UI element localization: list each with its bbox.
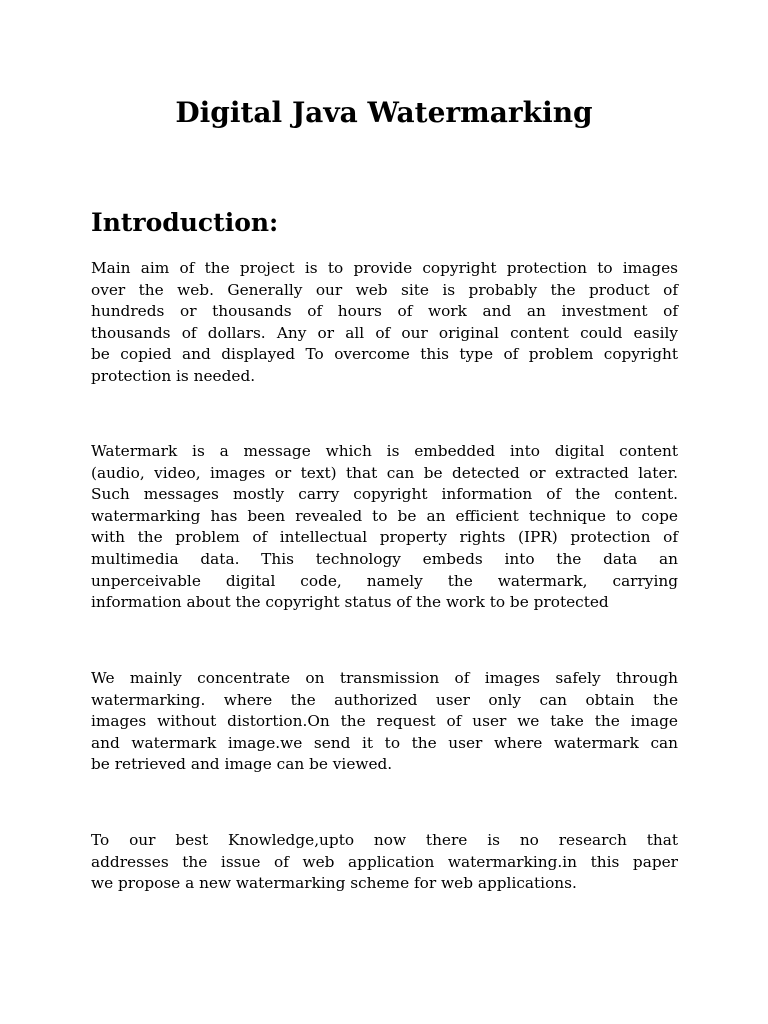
paragraph-line: protection is needed. xyxy=(91,366,256,385)
paragraph-line: over the web. Generally our web site is probably the product of xyxy=(91,280,678,299)
paragraph-line: information about the copyright status of the work to be protected xyxy=(91,593,609,612)
paragraph-1 xyxy=(91,258,678,388)
paragraph-line: Watermark is a message which is embedded into digital content xyxy=(91,442,678,460)
paragraph-line: with the problem of intellectual property rights (IPR) protection of xyxy=(91,528,678,547)
paragraph-line: be copied and displayed To overcome this type of problem copyright xyxy=(91,345,678,364)
paragraph-4 xyxy=(91,830,678,895)
paragraph-line: watermarking has been revealed to be an efficient technique to cope xyxy=(91,506,678,525)
paragraph-line: and watermark image.we send it to the user where watermark can xyxy=(91,733,678,752)
paragraph-line: We mainly concentrate on transmission of images safely through xyxy=(91,669,678,687)
paragraph-line: (audio, video, images or text) that can be detected or extracted later. xyxy=(91,463,678,482)
paragraph-line: To our best Knowledge,upto now there is no research that xyxy=(91,831,678,849)
paragraph-line: hundreds or thousands of hours of work and an investment of xyxy=(91,302,678,321)
section-heading-introduction: Introduction: xyxy=(91,208,279,237)
paragraph-line: multimedia data. This technology embeds into the data an xyxy=(91,549,678,568)
paragraph-line: addresses the issue of web application watermarking.in this paper xyxy=(91,852,678,871)
paragraph-line: be retrieved and image can be viewed. xyxy=(91,755,393,774)
document-title: Digital Java Watermarking xyxy=(175,96,593,129)
paragraph-line: thousands of dollars. Any or all of our original content could easily xyxy=(91,323,678,342)
paragraph-line: unperceivable digital code, namely the watermark, carrying xyxy=(91,571,678,590)
paragraph-line: we propose a new watermarking scheme for web applications. xyxy=(91,874,577,893)
paragraph-3 xyxy=(91,668,678,776)
paragraph-2 xyxy=(91,441,678,614)
paragraph-line: watermarking. where the authorized user only can obtain the xyxy=(91,690,678,709)
paragraph-line: Such messages mostly carry copyright information of the content. xyxy=(91,485,678,504)
paragraph-line: Main aim of the project is to provide copyright protection to images xyxy=(91,259,678,277)
paragraph-line: images without distortion.On the request of user we take the image xyxy=(91,712,678,731)
